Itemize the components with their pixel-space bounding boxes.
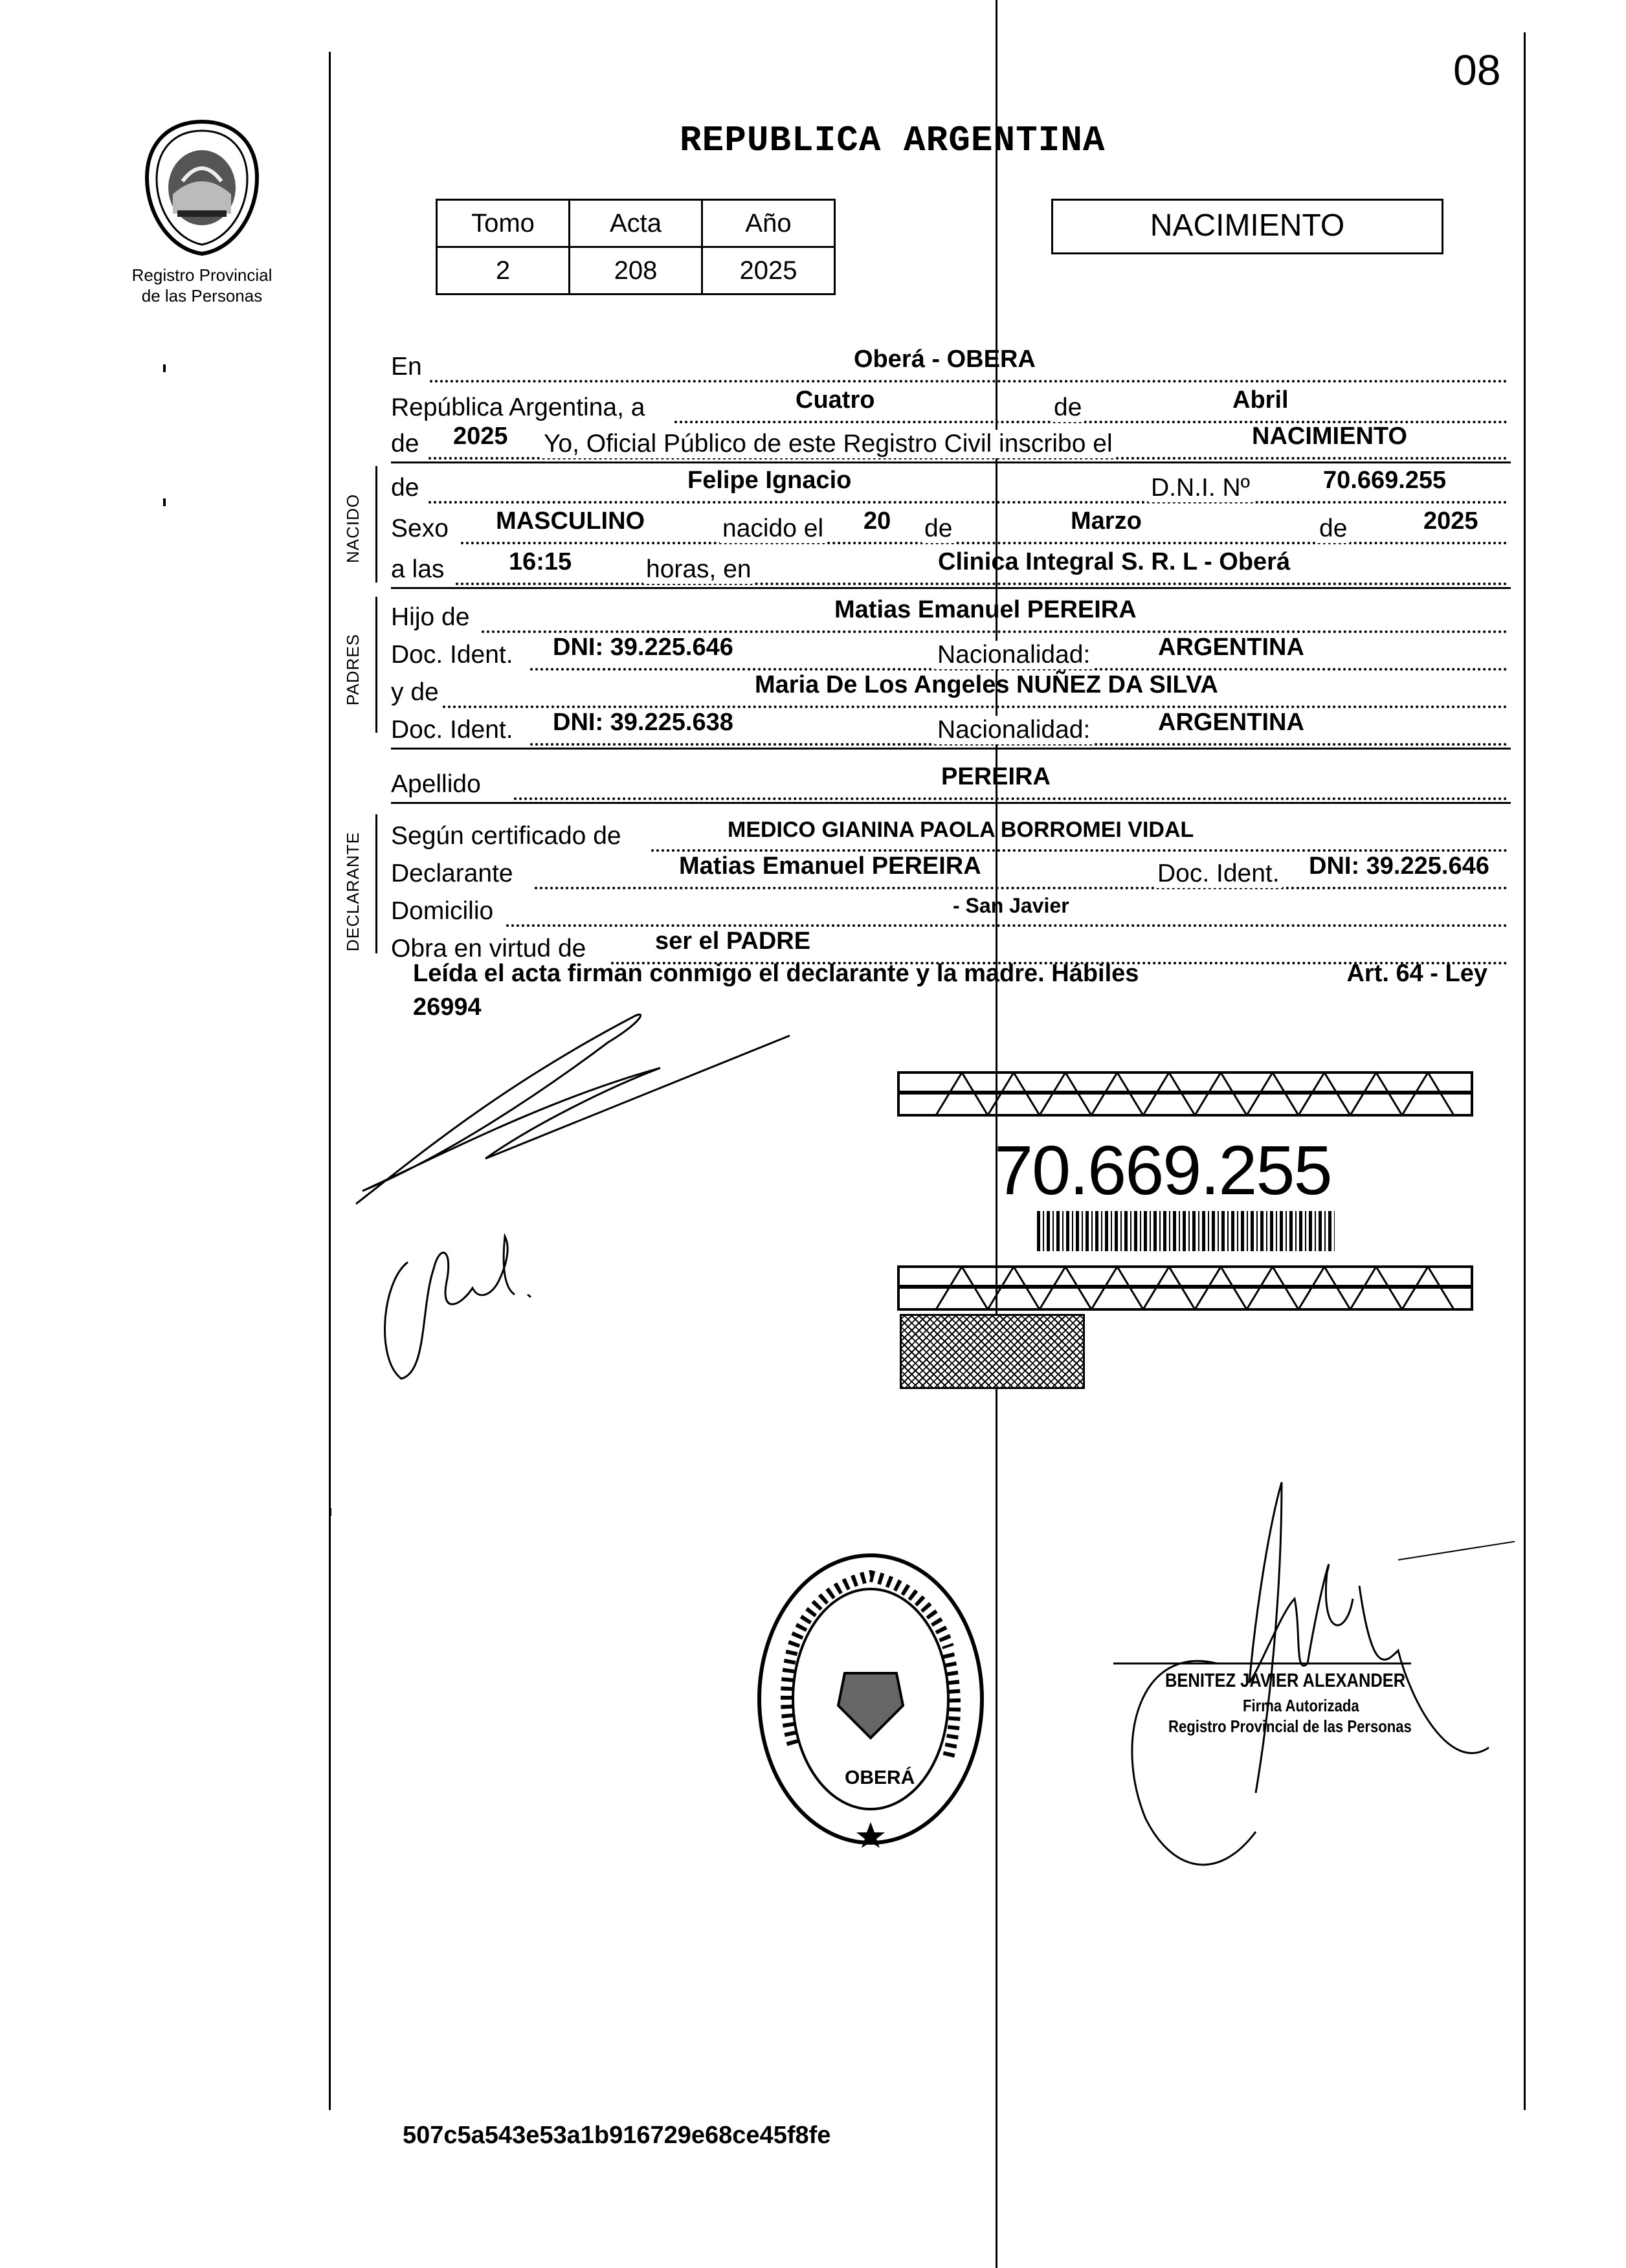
- row-sexo: [391, 508, 1511, 544]
- official-office: Registro Provincial de las Personas: [1168, 1717, 1412, 1736]
- value-madre-doc: DNI: 39.225.638: [553, 709, 733, 736]
- value-dia: Cuatro: [796, 386, 875, 414]
- section-padres: PADRES: [343, 634, 362, 706]
- label-segun-certificado: Según certificado de: [391, 822, 621, 850]
- label-obra-virtud: Obra en virtud de: [391, 935, 586, 962]
- value-padre: Matias Emanuel PEREIRA: [834, 596, 1137, 623]
- value-sexo: MASCULINO: [496, 507, 645, 535]
- left-margin-line: [329, 52, 331, 2110]
- act-type-box: [1051, 199, 1443, 254]
- row-en: [391, 346, 1511, 383]
- label-de-mes-nac: de: [922, 515, 955, 543]
- row-certificado: [391, 816, 1511, 852]
- dotted-line: [461, 542, 1508, 544]
- value-padre-nac: ARGENTINA: [1158, 634, 1304, 661]
- id-sticker: [897, 1071, 1473, 1324]
- value-nac-mes: Marzo: [1071, 507, 1142, 535]
- label-y-de: y de: [391, 678, 439, 706]
- value-declarante-doc: DNI: 39.225.646: [1309, 852, 1489, 880]
- act-type-label: NACIMIENTO: [1150, 208, 1345, 243]
- signature-official-left: [337, 997, 816, 1217]
- official-name: BENITEZ JAVIER ALEXANDER: [1165, 1670, 1406, 1691]
- value-tipo: NACIMIENTO: [1252, 423, 1407, 450]
- value-declarante: Matias Emanuel PEREIRA: [679, 852, 981, 880]
- official-role: Firma Autorizada: [1243, 1696, 1359, 1715]
- label-en: En: [391, 353, 422, 381]
- row-madre: [391, 672, 1511, 708]
- signature-declarante: [375, 1230, 544, 1385]
- page-title: REPUBLICA ARGENTINA: [680, 120, 1106, 161]
- closing-line-1: Leída el acta firman conmigo el declarante y la madre. Hábiles: [413, 960, 1139, 987]
- right-margin-line: [1524, 32, 1526, 2110]
- sticker-pattern-bottom: [897, 1265, 1473, 1311]
- footer-hash: 507c5a543e53a1b916729e68ce45f8fe: [403, 2122, 831, 2149]
- row-hora: [391, 549, 1511, 585]
- value-certificado: MEDICO GIANINA PAOLA BORROMEI VIDAL: [728, 817, 1194, 842]
- ref-value-tomo: 2: [437, 247, 570, 295]
- dotted-line: [482, 630, 1508, 633]
- label-a-las: a las: [391, 555, 445, 583]
- label-de-nombre: de: [391, 474, 419, 502]
- sticker-barcode: [1037, 1211, 1335, 1251]
- label-doc-ident-madre: Doc. Ident.: [391, 716, 513, 744]
- value-virtud: ser el PADRE: [655, 928, 811, 955]
- value-domicilio: - San Javier: [953, 894, 1069, 917]
- underline: [391, 802, 1511, 804]
- value-hora: 16:15: [509, 548, 572, 575]
- section-nacido: NACIDO: [343, 493, 362, 563]
- value-lugar: Oberá - OBERA: [854, 346, 1036, 373]
- dotted-line: [456, 583, 1508, 585]
- stamp-bottom-text: OBERÁ: [845, 1767, 915, 1788]
- row-padre: [391, 597, 1511, 633]
- label-de-anio-nac: de: [1317, 515, 1350, 543]
- ref-header-acta: Acta: [570, 200, 702, 247]
- scan-mark: [163, 364, 166, 372]
- page-number: 08: [1453, 46, 1501, 94]
- scan-mark: [329, 1508, 331, 1516]
- label-doc-ident-padre: Doc. Ident.: [391, 641, 513, 669]
- ref-header-anio: Año: [702, 200, 835, 247]
- underline: [391, 461, 1511, 463]
- closing-line-2: 26994: [413, 994, 482, 1021]
- logo-caption-2: de las Personas: [141, 286, 263, 306]
- label-nacionalidad-madre: Nacionalidad:: [935, 716, 1093, 744]
- label-domicilio: Domicilio: [391, 897, 494, 925]
- scan-mark: [163, 498, 166, 506]
- value-nac-anio: 2025: [1423, 507, 1478, 535]
- dotted-line: [514, 797, 1508, 800]
- dotted-line: [430, 380, 1508, 383]
- declarante-bar: [375, 814, 377, 953]
- reference-table: [436, 199, 836, 295]
- label-dni: D.N.I. Nº: [1148, 474, 1253, 502]
- label-declarante: Declarante: [391, 860, 513, 887]
- label-nacionalidad-padre: Nacionalidad:: [935, 641, 1093, 669]
- closing-art: Art. 64 - Ley: [1346, 960, 1487, 987]
- row-domicilio: [391, 891, 1511, 927]
- value-anio: 2025: [453, 423, 508, 450]
- row-madre-doc: [391, 709, 1511, 746]
- padres-bar: [375, 597, 377, 733]
- value-madre: Maria De Los Angeles NUÑEZ DA SILVA: [755, 671, 1218, 698]
- value-lugar-nac: Clinica Integral S. R. L - Oberá: [938, 548, 1291, 575]
- logo-caption-1: Registro Provincial: [131, 265, 273, 285]
- dotted-line: [651, 849, 1508, 852]
- row-anio: [391, 423, 1511, 460]
- province-seal: [137, 117, 267, 259]
- row-declarante: [391, 853, 1511, 889]
- nacido-bar: [375, 466, 377, 583]
- section-declarante: DECLARANTE: [343, 832, 362, 951]
- label-apellido: Apellido: [391, 770, 481, 798]
- sticker-number: 70.669.255: [994, 1131, 1331, 1209]
- underline: [391, 748, 1511, 750]
- label-sexo: Sexo: [391, 515, 449, 542]
- value-apellido: PEREIRA: [941, 763, 1051, 790]
- dotted-line: [535, 887, 1508, 889]
- value-dni: 70.669.255: [1323, 467, 1447, 494]
- label-yo-oficial: Yo, Oficial Público de este Registro Civil inscribo el: [541, 430, 1115, 458]
- label-nacido-el: nacido el: [720, 515, 826, 543]
- row-apellido: [391, 764, 1511, 800]
- value-madre-nac: ARGENTINA: [1158, 709, 1304, 736]
- label-de-mes: de: [1051, 394, 1084, 422]
- underline: [391, 587, 1511, 589]
- value-nac-dia: 20: [863, 507, 891, 535]
- security-hologram: [900, 1314, 1085, 1389]
- value-nombre: Felipe Ignacio: [687, 467, 852, 494]
- ref-value-anio: 2025: [702, 247, 835, 295]
- dotted-line: [443, 706, 1508, 708]
- row-padre-doc: [391, 634, 1511, 671]
- label-de-anio: de: [391, 430, 419, 458]
- dotted-line: [506, 924, 1508, 927]
- label-horas-en: horas, en: [643, 555, 754, 584]
- dotted-line: [429, 501, 1508, 504]
- value-mes: Abril: [1232, 386, 1289, 414]
- sticker-pattern-top: [897, 1071, 1473, 1117]
- label-doc-ident-declarante: Doc. Ident.: [1155, 860, 1282, 888]
- delegation-stamp: [754, 1550, 987, 1848]
- ref-header-tomo: Tomo: [437, 200, 570, 247]
- row-nombre: [391, 467, 1511, 504]
- row-fecha: [391, 387, 1511, 423]
- label-republica: República Argentina, a: [391, 394, 645, 421]
- value-padre-doc: DNI: 39.225.646: [553, 634, 733, 661]
- ref-value-acta: 208: [570, 247, 702, 295]
- label-hijo-de: Hijo de: [391, 603, 470, 631]
- province-seal-icon: [137, 117, 267, 259]
